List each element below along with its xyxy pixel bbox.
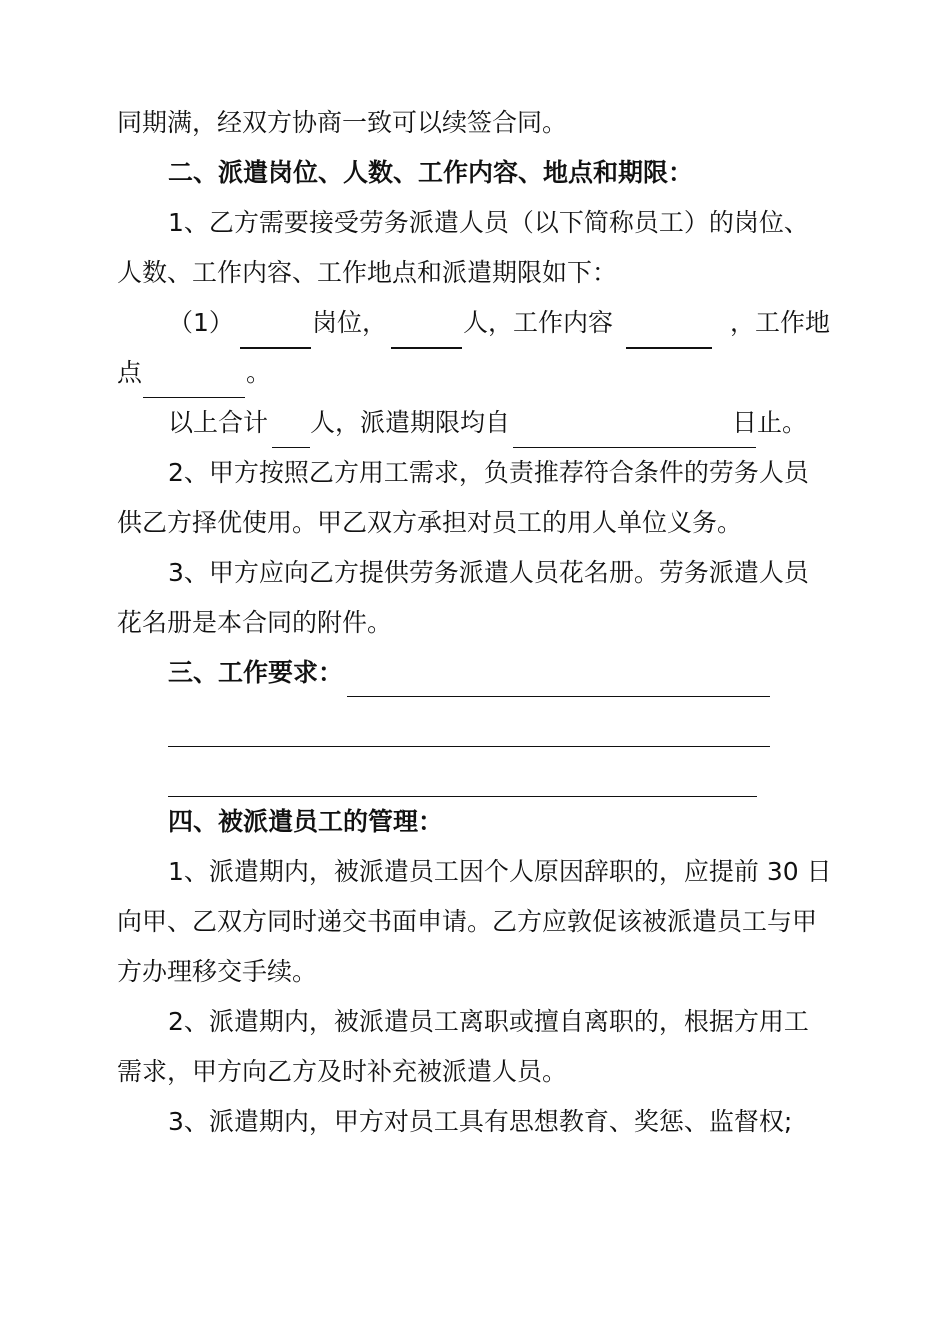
clause-text: 2、派遣期内，被派遣员工离职或擅自离职的，根据方用工 <box>168 1007 809 1036</box>
work-requirements-blank-3[interactable] <box>168 796 757 797</box>
heading-text: 四、被派遣员工的管理： <box>168 807 444 836</box>
clause-text: 3、派遣期内，甲方对员工具有思想教育、奖惩、监督权; <box>168 1107 793 1136</box>
place-label-cont: 点 <box>117 358 143 387</box>
period: 。 <box>246 358 272 387</box>
text-continuation: 同期满，经双方协商一致可以续签合同。 <box>117 108 568 137</box>
person-label: 人，工作内容 <box>463 308 614 337</box>
post-label: 岗位， <box>312 308 388 337</box>
clause-text: 供乙方择优使用。甲乙双方承担对员工的用人单位义务。 <box>117 508 743 537</box>
clause-text: 需求，甲方向乙方及时补充被派遣人员。 <box>117 1057 568 1086</box>
clause-text: 花名册是本合同的附件。 <box>117 608 393 637</box>
clause-text: 人数、工作内容、工作地点和派遣期限如下： <box>117 258 618 287</box>
work-place-blank[interactable] <box>143 397 245 398</box>
end-label: 日止。 <box>732 408 808 437</box>
person-count-blank[interactable] <box>391 347 462 349</box>
work-requirements-blank-1[interactable] <box>347 696 770 697</box>
clause-text: 1、派遣期内，被派遣员工因个人原因辞职的，应提前 30 日 <box>168 857 832 886</box>
work-content-blank[interactable] <box>626 347 712 349</box>
total-label: 以上合计 <box>168 408 269 437</box>
post-blank[interactable] <box>240 347 311 349</box>
clause-text: 方办理移交手续。 <box>117 957 318 986</box>
clause-text: 向甲、乙双方同时递交书面申请。乙方应敦促该被派遣员工与甲 <box>117 907 818 936</box>
item-number: （1） <box>168 308 234 337</box>
period-label: 人，派遣期限均自 <box>310 408 511 437</box>
period-range-blank[interactable] <box>513 447 756 448</box>
heading-text: 二、派遣岗位、人数、工作内容、地点和期限： <box>168 158 694 187</box>
place-label: ，工作地 <box>730 308 831 337</box>
clause-text: 1、乙方需要接受劳务派遣人员（以下简称员工）的岗位、 <box>168 208 809 237</box>
total-count-blank[interactable] <box>272 447 310 448</box>
clause-text: 2、甲方按照乙方用工需求，负责推荐符合条件的劳务人员 <box>168 458 809 487</box>
heading-text: 三、工作要求： <box>168 658 344 687</box>
work-requirements-blank-2[interactable] <box>168 746 770 747</box>
clause-text: 3、甲方应向乙方提供劳务派遣人员花名册。劳务派遣人员 <box>168 558 809 587</box>
